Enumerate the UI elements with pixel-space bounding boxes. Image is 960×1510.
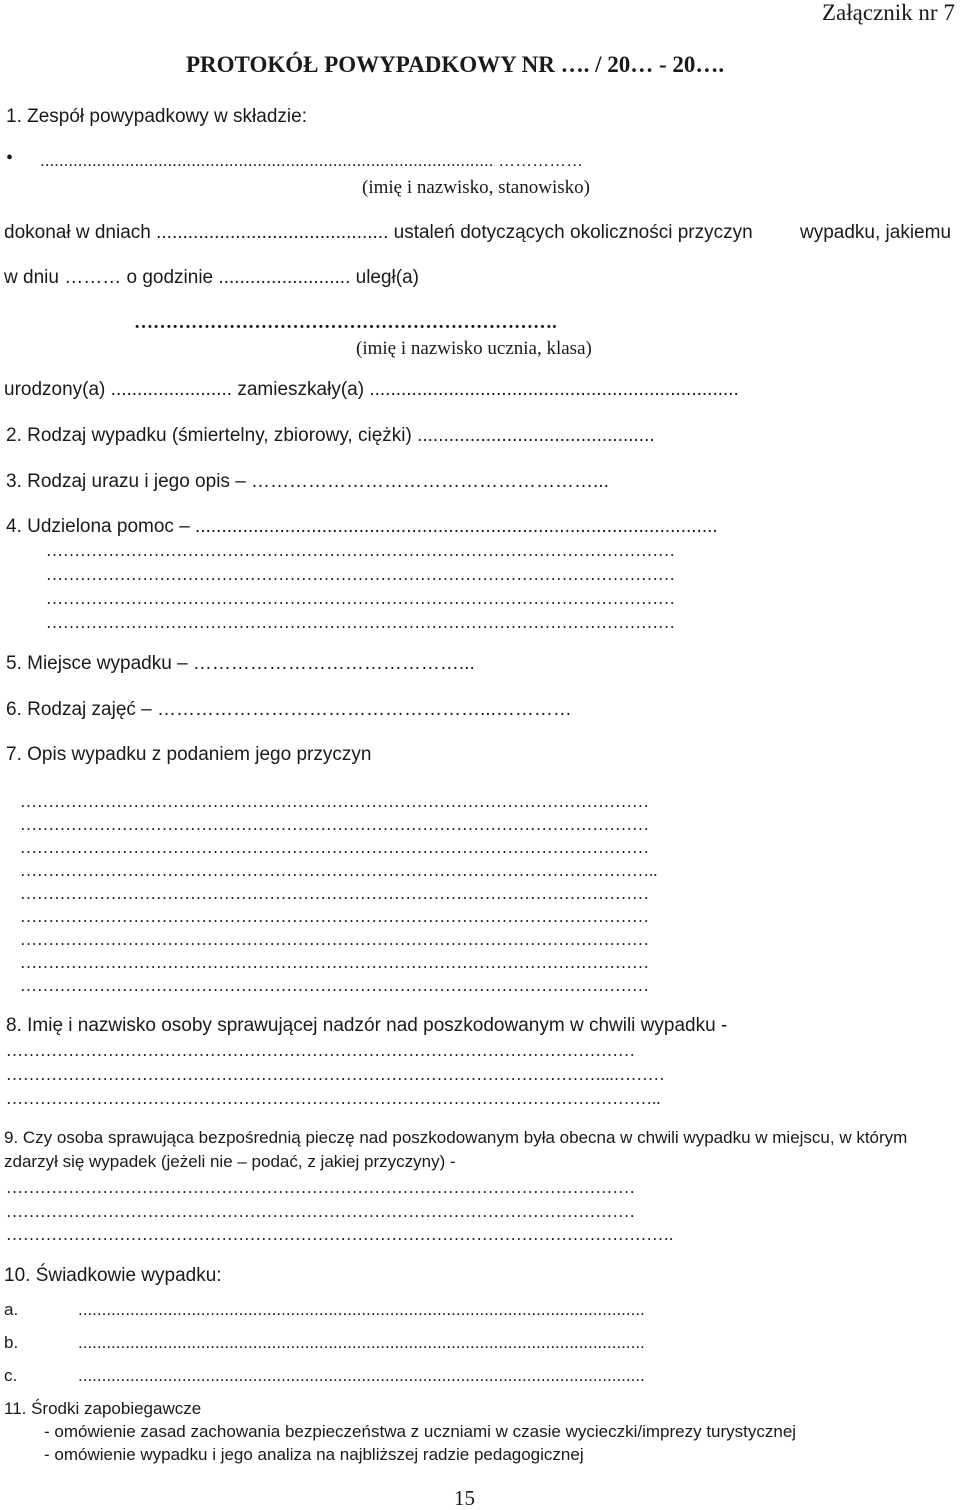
dot-line: ………………………………………………………………………………………………… <box>20 815 649 834</box>
team-caption: (imię i nazwisko, stanowisko) <box>362 177 590 198</box>
witness-a-label: a. <box>4 1300 19 1319</box>
witness-b-label: b. <box>4 1333 19 1352</box>
dot-line: ………………………………………………………………………………………………………. <box>6 1225 674 1244</box>
item-4-aid-given: 4. Udzielona pomoc – ................................................................................................... <box>6 516 718 537</box>
attachment-label: Załącznik nr 7 <box>822 0 955 25</box>
dot-line: ………………………………………………………………………………………………… <box>46 589 675 608</box>
witness-b-dots: ........................................................................................................................ <box>78 1333 645 1352</box>
item-5-location: 5. Miejsce wypadku – ……………………………………... <box>6 653 475 674</box>
dot-line: ………………………………………………………………………………………………… <box>20 953 649 972</box>
item-2-accident-type: 2. Rodzaj wypadku (śmiertelny, zbiorowy, ciężki) ............................................. <box>6 425 655 446</box>
preventive-measure-2: - omówienie wypadku i jego analiza na najbliższej radzie pedagogicznej <box>44 1445 584 1464</box>
dot-line: ………………………………………………………………………………………………… <box>6 1202 635 1221</box>
student-dots: …………………………………………………………. <box>134 312 557 333</box>
bullet: • <box>6 147 14 169</box>
item-3-injury-type: 3. Rodzaj urazu i jego opis – ………………………………………………... <box>6 471 609 492</box>
dot-line: ………………………………………………………………………………………………… <box>20 884 649 903</box>
section-1-label: 1. Zespół powypadkowy w składzie: <box>6 106 307 127</box>
dot-line: ………………………………………………………………………………………………… <box>20 838 649 857</box>
birth-address-line: urodzony(a) ....................... zamieszkały(a) ...................................................................... <box>4 379 739 400</box>
item-11-preventive-measures: 11. Środki zapobiegawcze <box>4 1399 202 1418</box>
witness-c-label: c. <box>4 1366 18 1385</box>
document-title: PROTOKÓŁ POWYPADKOWY NR …. / 20… - 20…. <box>186 52 725 77</box>
item-9-question-line2: zdarzył się wypadek (jeżeli nie – podać, z jakiej przyczyny) - <box>4 1152 456 1171</box>
item-6-activity: 6. Rodzaj zajęć – ……………………………………………...………… <box>6 699 572 720</box>
page-number: 15 <box>454 1486 475 1510</box>
witness-a-dots: ........................................................................................................................ <box>78 1300 645 1319</box>
dot-line: ………………………………………………………………………………………………… <box>20 792 649 811</box>
dot-line: ………………………………………………………………………………………………… <box>46 613 675 632</box>
preventive-measure-1: - omówienie zasad zachowania bezpieczeństwa z uczniami w czasie wycieczki/imprezy turystycznej <box>44 1422 797 1441</box>
dot-line: ………………………………………………………………………………………………… <box>46 541 675 560</box>
date-time-line: w dniu ……… o godzinie ......................... uległ(a) <box>4 267 419 288</box>
witness-c-dots: ........................................................................................................................ <box>78 1366 645 1385</box>
dot-line: ………………………………………………………………………………………………… <box>20 976 649 995</box>
investigation-line-right: wypadku, jakiemu <box>800 222 952 243</box>
item-9-question-line1: 9. Czy osoba sprawująca bezpośrednią pieczę nad poszkodowanym była obecna w chwili wypadku w miejscu, w którym <box>4 1128 908 1147</box>
item-8-supervisor: 8. Imię i nazwisko osoby sprawującej nadzór nad poszkodowanym w chwili wypadku - <box>6 1015 728 1036</box>
dot-line: ………………………………………………………………………………………………… <box>20 930 649 949</box>
dot-line: …………………………………………………………………………………………………….. <box>6 1089 661 1108</box>
dot-line: ………………………………………………………………………………………………… <box>6 1178 635 1197</box>
dot-line: ………………………………………………………………………………………………….. <box>20 861 658 880</box>
item-7-description: 7. Opis wypadku z podaniem jego przyczyn <box>6 744 372 765</box>
team-member-dots: ................................................................................................ …………… <box>40 151 584 170</box>
dot-line: ……………………………………………………………………………………………...……… <box>6 1065 665 1084</box>
student-caption: (imię i nazwisko ucznia, klasa) <box>356 338 592 359</box>
dot-line: ………………………………………………………………………………………………… <box>46 565 675 584</box>
item-10-witnesses: 10. Świadkowie wypadku: <box>4 1265 222 1286</box>
dot-line: ………………………………………………………………………………………………… <box>20 907 649 926</box>
dot-line: ………………………………………………………………………………………………… <box>6 1041 635 1060</box>
investigation-line-left: dokonał w dniach ............................................ ustaleń dotyczących okoliczności przyczyn <box>4 222 753 243</box>
